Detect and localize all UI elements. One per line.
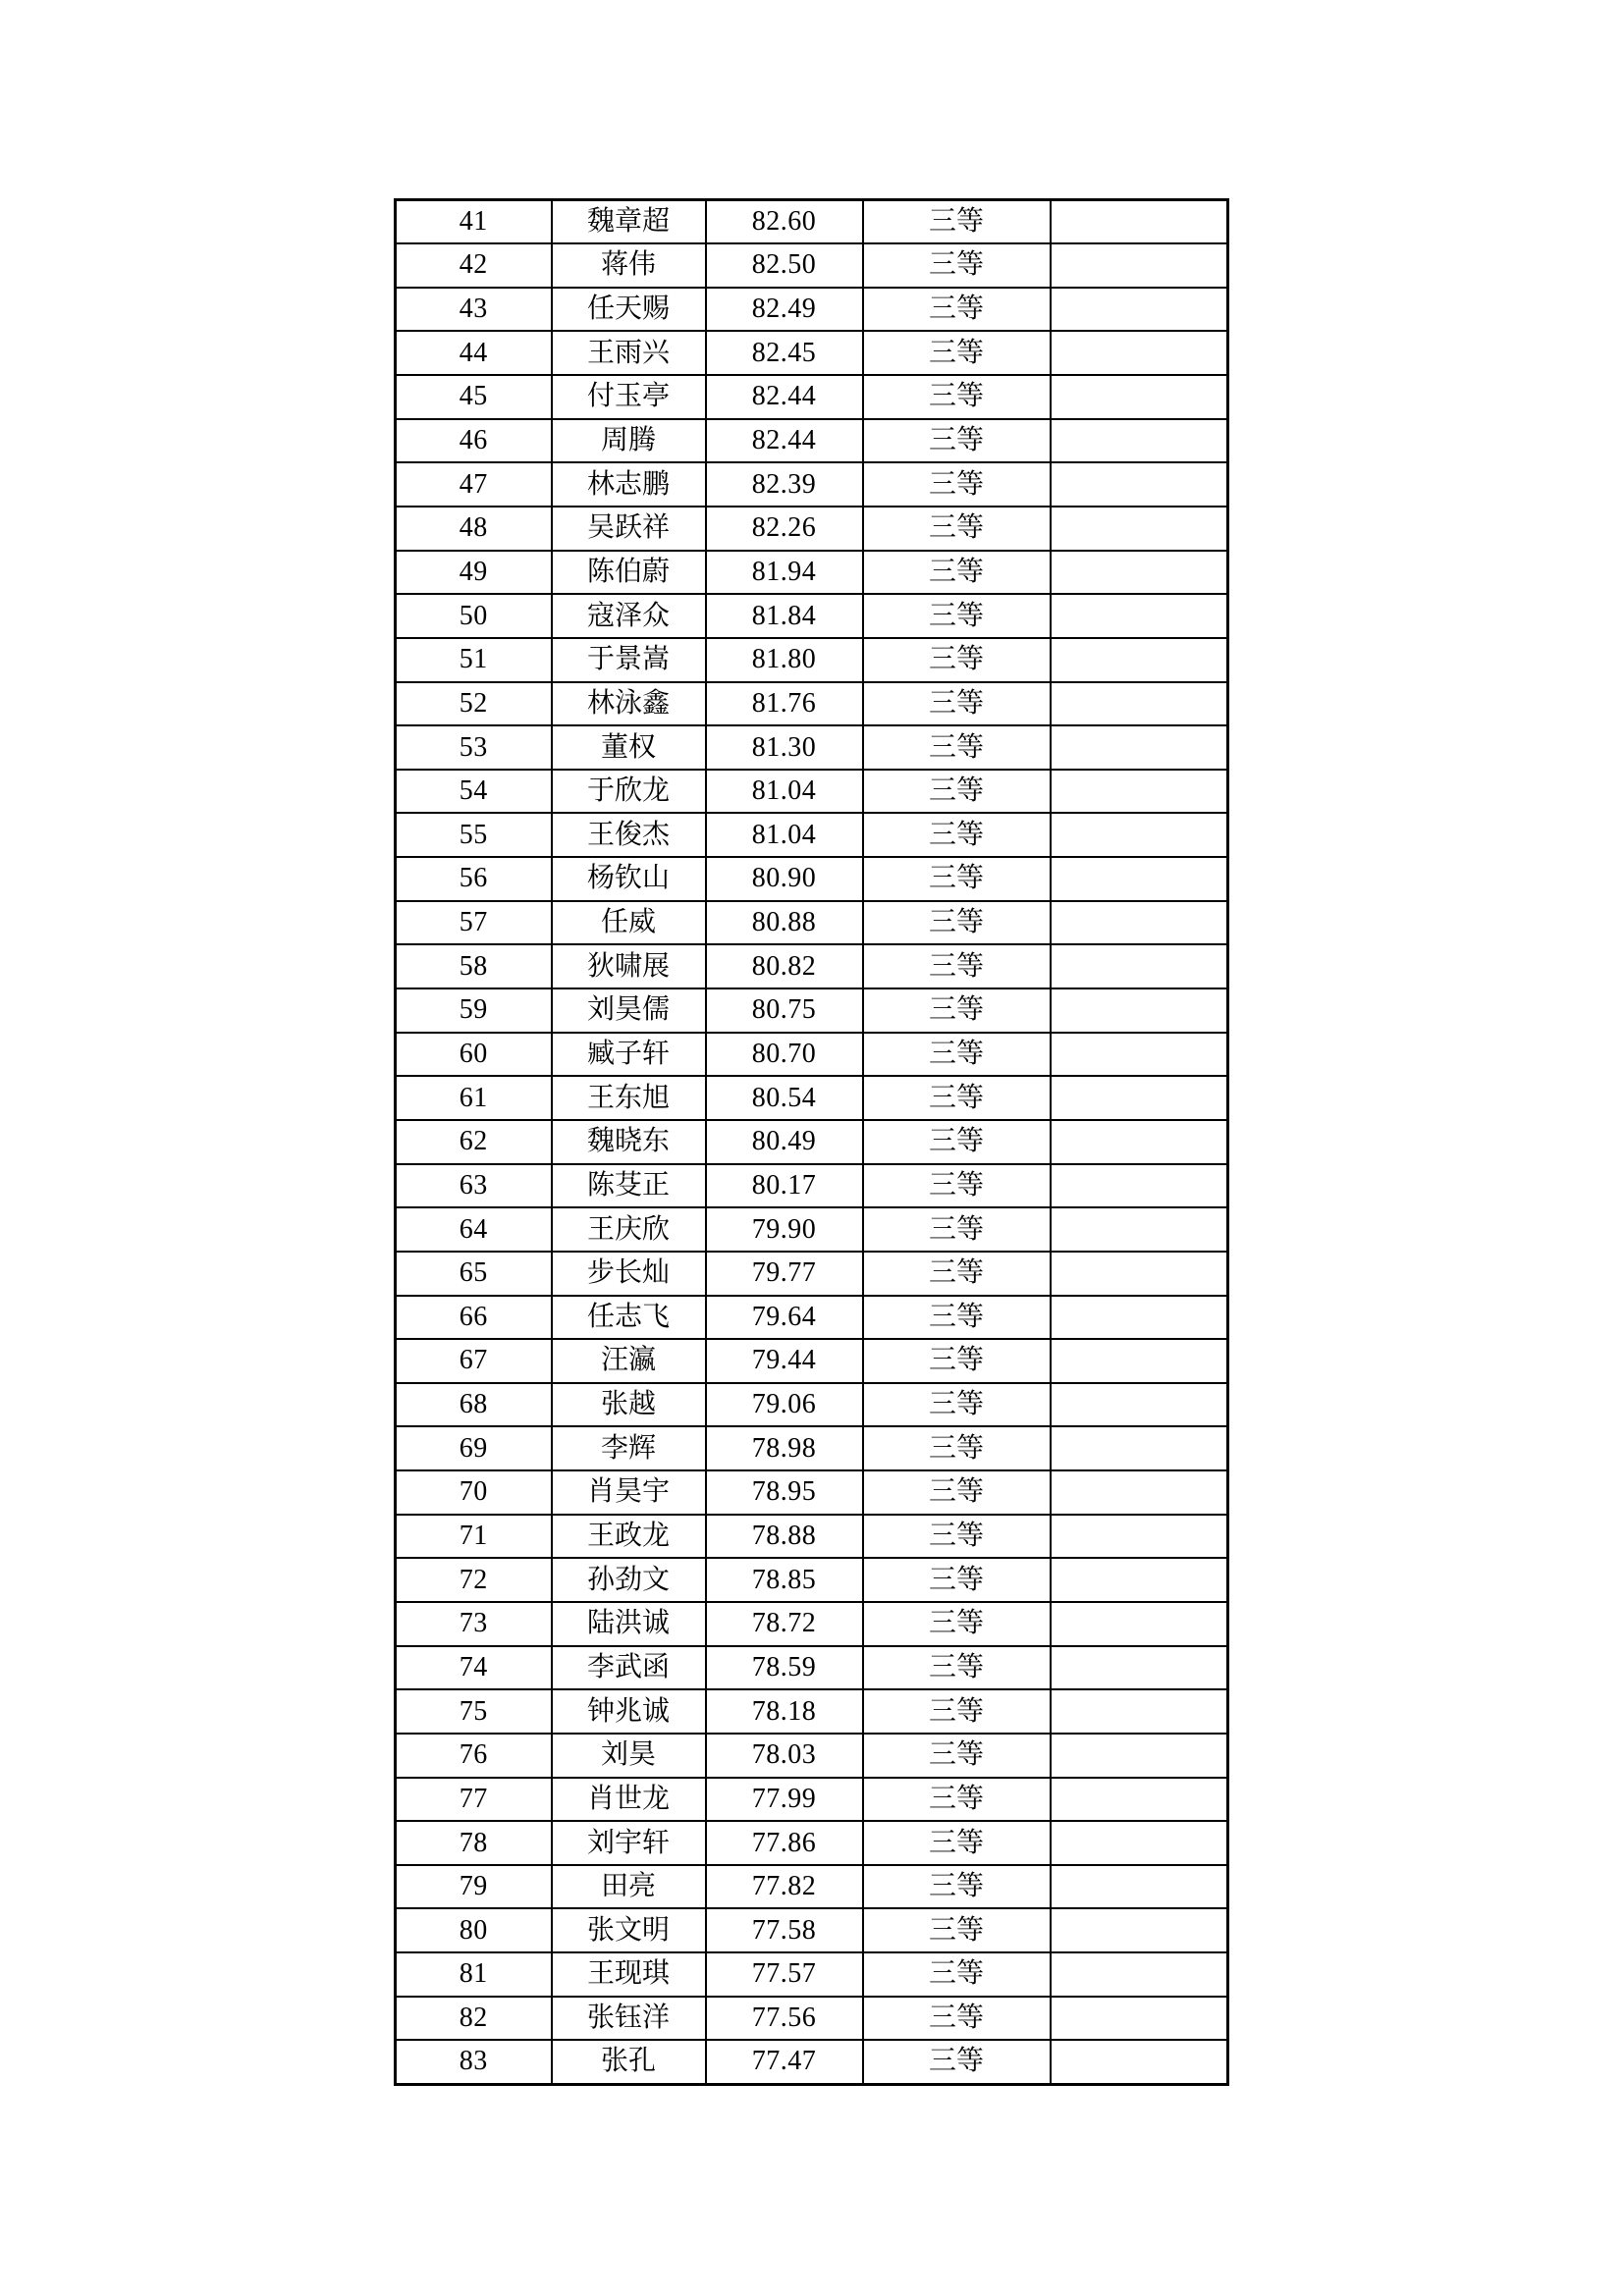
rank-cell: 71 (396, 1515, 552, 1559)
grade-cell: 三等 (863, 2040, 1051, 2084)
name-cell: 王东旭 (552, 1076, 706, 1120)
table-row (396, 1997, 1228, 2041)
grade-cell: 三等 (863, 1821, 1051, 1865)
grade-cell: 三等 (863, 1515, 1051, 1559)
rank-cell: 62 (396, 1120, 552, 1164)
name-cell: 孙劲文 (552, 1558, 706, 1602)
table-row (396, 1515, 1228, 1559)
rank-cell: 76 (396, 1734, 552, 1778)
rank-cell: 41 (396, 200, 552, 244)
rank-cell: 69 (396, 1426, 552, 1470)
rank-cell: 83 (396, 2040, 552, 2084)
note-cell (1051, 375, 1228, 419)
grade-cell: 三等 (863, 988, 1051, 1033)
score-cell: 79.77 (706, 1252, 863, 1296)
score-cell: 78.95 (706, 1470, 863, 1515)
rank-cell: 70 (396, 1470, 552, 1515)
name-cell: 周腾 (552, 419, 706, 463)
note-cell (1051, 1734, 1228, 1778)
grade-cell: 三等 (863, 1207, 1051, 1252)
table-row (396, 857, 1228, 901)
grade-cell: 三等 (863, 1865, 1051, 1909)
note-cell (1051, 1515, 1228, 1559)
name-cell: 肖世龙 (552, 1778, 706, 1822)
grade-cell: 三等 (863, 507, 1051, 551)
note-cell (1051, 1646, 1228, 1690)
note-cell (1051, 2040, 1228, 2084)
grade-cell: 三等 (863, 682, 1051, 726)
score-cell: 80.70 (706, 1033, 863, 1077)
table-row (396, 901, 1228, 945)
score-cell: 81.94 (706, 551, 863, 595)
score-cell: 81.04 (706, 770, 863, 814)
score-table (394, 198, 1229, 2086)
grade-cell: 三等 (863, 1734, 1051, 1778)
rank-cell: 68 (396, 1383, 552, 1427)
table-row (396, 1821, 1228, 1865)
name-cell: 肖昊宇 (552, 1470, 706, 1515)
name-cell: 林泳鑫 (552, 682, 706, 726)
table-row (396, 1952, 1228, 1997)
score-cell: 82.26 (706, 507, 863, 551)
grade-cell: 三等 (863, 594, 1051, 638)
table-row (396, 551, 1228, 595)
rank-cell: 65 (396, 1252, 552, 1296)
name-cell: 张孔 (552, 2040, 706, 2084)
note-cell (1051, 1252, 1228, 1296)
grade-cell: 三等 (863, 1908, 1051, 1952)
note-cell (1051, 988, 1228, 1033)
note-cell (1051, 1689, 1228, 1734)
name-cell: 任威 (552, 901, 706, 945)
score-cell: 77.58 (706, 1908, 863, 1952)
grade-cell: 三等 (863, 725, 1051, 770)
score-cell: 80.90 (706, 857, 863, 901)
name-cell: 王现琪 (552, 1952, 706, 1997)
name-cell: 任天赐 (552, 288, 706, 332)
grade-cell: 三等 (863, 1952, 1051, 1997)
rank-cell: 81 (396, 1952, 552, 1997)
note-cell (1051, 901, 1228, 945)
table-row (396, 200, 1228, 244)
rank-cell: 42 (396, 243, 552, 288)
name-cell: 王政龙 (552, 1515, 706, 1559)
name-cell: 王俊杰 (552, 813, 706, 857)
rank-cell: 59 (396, 988, 552, 1033)
note-cell (1051, 1164, 1228, 1208)
name-cell: 杨钦山 (552, 857, 706, 901)
table-row (396, 1646, 1228, 1690)
rank-cell: 57 (396, 901, 552, 945)
table-row (396, 1426, 1228, 1470)
rank-cell: 58 (396, 944, 552, 988)
table-row (396, 725, 1228, 770)
name-cell: 蒋伟 (552, 243, 706, 288)
name-cell: 吴跃祥 (552, 507, 706, 551)
note-cell (1051, 507, 1228, 551)
table-row (396, 462, 1228, 507)
table-row (396, 243, 1228, 288)
note-cell (1051, 638, 1228, 682)
note-cell (1051, 1778, 1228, 1822)
name-cell: 董权 (552, 725, 706, 770)
note-cell (1051, 1865, 1228, 1909)
grade-cell: 三等 (863, 944, 1051, 988)
grade-cell: 三等 (863, 1558, 1051, 1602)
rank-cell: 50 (396, 594, 552, 638)
score-cell: 82.39 (706, 462, 863, 507)
score-cell: 77.82 (706, 1865, 863, 1909)
table-row (396, 1120, 1228, 1164)
name-cell: 张钰洋 (552, 1997, 706, 2041)
score-cell: 80.49 (706, 1120, 863, 1164)
score-cell: 79.90 (706, 1207, 863, 1252)
note-cell (1051, 288, 1228, 332)
name-cell: 寇泽众 (552, 594, 706, 638)
grade-cell: 三等 (863, 243, 1051, 288)
grade-cell: 三等 (863, 200, 1051, 244)
name-cell: 陈芟正 (552, 1164, 706, 1208)
score-cell: 77.57 (706, 1952, 863, 1997)
name-cell: 张越 (552, 1383, 706, 1427)
note-cell (1051, 1383, 1228, 1427)
grade-cell: 三等 (863, 1033, 1051, 1077)
table-row (396, 1689, 1228, 1734)
rank-cell: 78 (396, 1821, 552, 1865)
rank-cell: 56 (396, 857, 552, 901)
grade-cell: 三等 (863, 1689, 1051, 1734)
rank-cell: 66 (396, 1296, 552, 1340)
grade-cell: 三等 (863, 1602, 1051, 1646)
note-cell (1051, 813, 1228, 857)
name-cell: 李武函 (552, 1646, 706, 1690)
score-cell: 78.98 (706, 1426, 863, 1470)
score-cell: 82.45 (706, 331, 863, 375)
rank-cell: 82 (396, 1997, 552, 2041)
rank-cell: 63 (396, 1164, 552, 1208)
rank-cell: 44 (396, 331, 552, 375)
score-cell: 82.50 (706, 243, 863, 288)
grade-cell: 三等 (863, 1339, 1051, 1383)
score-cell: 79.06 (706, 1383, 863, 1427)
note-cell (1051, 1602, 1228, 1646)
score-cell: 80.82 (706, 944, 863, 988)
name-cell: 陈伯蔚 (552, 551, 706, 595)
name-cell: 步长灿 (552, 1252, 706, 1296)
score-cell: 81.80 (706, 638, 863, 682)
name-cell: 刘宇轩 (552, 1821, 706, 1865)
table-row (396, 1470, 1228, 1515)
table-row (396, 1383, 1228, 1427)
score-cell: 77.56 (706, 1997, 863, 2041)
table-row (396, 1558, 1228, 1602)
table-row (396, 288, 1228, 332)
note-cell (1051, 1207, 1228, 1252)
table-row (396, 1734, 1228, 1778)
note-cell (1051, 1120, 1228, 1164)
name-cell: 钟兆诚 (552, 1689, 706, 1734)
grade-cell: 三等 (863, 1778, 1051, 1822)
score-table-body (396, 200, 1228, 2085)
note-cell (1051, 551, 1228, 595)
note-cell (1051, 1339, 1228, 1383)
rank-cell: 72 (396, 1558, 552, 1602)
note-cell (1051, 1426, 1228, 1470)
name-cell: 王庆欣 (552, 1207, 706, 1252)
name-cell: 陆洪诚 (552, 1602, 706, 1646)
table-row (396, 1908, 1228, 1952)
score-cell: 77.86 (706, 1821, 863, 1865)
table-row (396, 638, 1228, 682)
note-cell (1051, 200, 1228, 244)
grade-cell: 三等 (863, 1383, 1051, 1427)
grade-cell: 三等 (863, 331, 1051, 375)
score-cell: 80.54 (706, 1076, 863, 1120)
score-cell: 79.64 (706, 1296, 863, 1340)
score-cell: 82.44 (706, 419, 863, 463)
rank-cell: 61 (396, 1076, 552, 1120)
note-cell (1051, 857, 1228, 901)
note-cell (1051, 1470, 1228, 1515)
name-cell: 张文明 (552, 1908, 706, 1952)
rank-cell: 80 (396, 1908, 552, 1952)
note-cell (1051, 419, 1228, 463)
name-cell: 于景嵩 (552, 638, 706, 682)
rank-cell: 73 (396, 1602, 552, 1646)
grade-cell: 三等 (863, 638, 1051, 682)
score-cell: 80.17 (706, 1164, 863, 1208)
note-cell (1051, 682, 1228, 726)
rank-cell: 79 (396, 1865, 552, 1909)
table-row (396, 1033, 1228, 1077)
score-cell: 81.76 (706, 682, 863, 726)
name-cell: 王雨兴 (552, 331, 706, 375)
note-cell (1051, 1821, 1228, 1865)
note-cell (1051, 462, 1228, 507)
table-row (396, 375, 1228, 419)
score-cell: 82.44 (706, 375, 863, 419)
note-cell (1051, 944, 1228, 988)
name-cell: 田亮 (552, 1865, 706, 1909)
table-row (396, 1865, 1228, 1909)
note-cell (1051, 331, 1228, 375)
score-cell: 78.85 (706, 1558, 863, 1602)
score-cell: 80.88 (706, 901, 863, 945)
table-row (396, 1778, 1228, 1822)
rank-cell: 43 (396, 288, 552, 332)
grade-cell: 三等 (863, 1470, 1051, 1515)
table-row (396, 1076, 1228, 1120)
name-cell: 李辉 (552, 1426, 706, 1470)
rank-cell: 52 (396, 682, 552, 726)
table-row (396, 813, 1228, 857)
name-cell: 任志飞 (552, 1296, 706, 1340)
table-row (396, 331, 1228, 375)
score-cell: 80.75 (706, 988, 863, 1033)
rank-cell: 64 (396, 1207, 552, 1252)
grade-cell: 三等 (863, 1997, 1051, 2041)
grade-cell: 三等 (863, 813, 1051, 857)
table-row (396, 419, 1228, 463)
grade-cell: 三等 (863, 375, 1051, 419)
name-cell: 林志鹏 (552, 462, 706, 507)
name-cell: 付玉亭 (552, 375, 706, 419)
note-cell (1051, 1296, 1228, 1340)
grade-cell: 三等 (863, 551, 1051, 595)
grade-cell: 三等 (863, 1076, 1051, 1120)
note-cell (1051, 243, 1228, 288)
name-cell: 狄啸展 (552, 944, 706, 988)
rank-cell: 53 (396, 725, 552, 770)
grade-cell: 三等 (863, 770, 1051, 814)
name-cell: 臧子轩 (552, 1033, 706, 1077)
name-cell: 于欣龙 (552, 770, 706, 814)
table-row (396, 988, 1228, 1033)
note-cell (1051, 1952, 1228, 1997)
table-row (396, 944, 1228, 988)
grade-cell: 三等 (863, 1426, 1051, 1470)
score-cell: 77.99 (706, 1778, 863, 1822)
note-cell (1051, 1558, 1228, 1602)
score-cell: 81.84 (706, 594, 863, 638)
score-cell: 82.60 (706, 200, 863, 244)
grade-cell: 三等 (863, 901, 1051, 945)
table-row (396, 682, 1228, 726)
rank-cell: 47 (396, 462, 552, 507)
grade-cell: 三等 (863, 1252, 1051, 1296)
score-cell: 78.72 (706, 1602, 863, 1646)
note-cell (1051, 1997, 1228, 2041)
rank-cell: 77 (396, 1778, 552, 1822)
note-cell (1051, 1033, 1228, 1077)
rank-cell: 60 (396, 1033, 552, 1077)
name-cell: 刘昊儒 (552, 988, 706, 1033)
table-row (396, 507, 1228, 551)
rank-cell: 75 (396, 1689, 552, 1734)
rank-cell: 55 (396, 813, 552, 857)
score-cell: 77.47 (706, 2040, 863, 2084)
score-cell: 78.03 (706, 1734, 863, 1778)
name-cell: 魏章超 (552, 200, 706, 244)
table-row (396, 1339, 1228, 1383)
note-cell (1051, 725, 1228, 770)
grade-cell: 三等 (863, 288, 1051, 332)
note-cell (1051, 1908, 1228, 1952)
rank-cell: 67 (396, 1339, 552, 1383)
note-cell (1051, 1076, 1228, 1120)
score-cell: 81.04 (706, 813, 863, 857)
table-row (396, 770, 1228, 814)
score-cell: 78.18 (706, 1689, 863, 1734)
note-cell (1051, 594, 1228, 638)
rank-cell: 48 (396, 507, 552, 551)
rank-cell: 46 (396, 419, 552, 463)
table-row (396, 1602, 1228, 1646)
table-row (396, 594, 1228, 638)
score-cell: 81.30 (706, 725, 863, 770)
name-cell: 刘昊 (552, 1734, 706, 1778)
score-cell: 78.59 (706, 1646, 863, 1690)
score-cell: 79.44 (706, 1339, 863, 1383)
table-row (396, 1252, 1228, 1296)
grade-cell: 三等 (863, 462, 1051, 507)
table-row (396, 1207, 1228, 1252)
name-cell: 汪瀛 (552, 1339, 706, 1383)
rank-cell: 54 (396, 770, 552, 814)
grade-cell: 三等 (863, 857, 1051, 901)
grade-cell: 三等 (863, 419, 1051, 463)
note-cell (1051, 770, 1228, 814)
grade-cell: 三等 (863, 1296, 1051, 1340)
grade-cell: 三等 (863, 1120, 1051, 1164)
rank-cell: 51 (396, 638, 552, 682)
rank-cell: 74 (396, 1646, 552, 1690)
rank-cell: 45 (396, 375, 552, 419)
rank-cell: 49 (396, 551, 552, 595)
grade-cell: 三等 (863, 1646, 1051, 1690)
score-cell: 78.88 (706, 1515, 863, 1559)
grade-cell: 三等 (863, 1164, 1051, 1208)
name-cell: 魏晓东 (552, 1120, 706, 1164)
score-cell: 82.49 (706, 288, 863, 332)
table-row (396, 1164, 1228, 1208)
table-row (396, 2040, 1228, 2084)
table-row (396, 1296, 1228, 1340)
